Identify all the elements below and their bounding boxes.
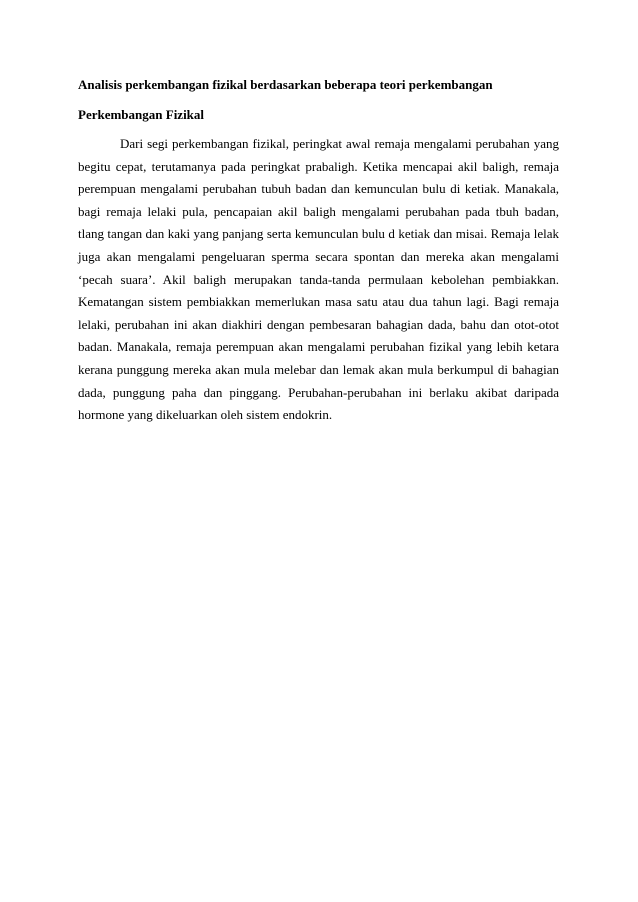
body-paragraph: Dari segi perkembangan fizikal, peringkat awal remaja mengalami perubahan yang begitu cepat, terutamanya pada peringkat prabaligh. Ketika mencapai akil baligh, remaja perempuan mengalami perubahan tubuh badan dan kemunculan bulu di ketiak. Manakala, bagi remaja lelaki pula, pencapaian akil baligh mengalami perubahan pada tbuh badan, tlang tangan dan kaki yang panjang serta kemunculan bulu d ketiak dan misai. Remaja lelak juga akan mengalami pengeluaran sperma secara spontan dan mereka akan mengalami ‘pecah suara’. Akil baligh merupakan tanda-tanda permulaan kebolehan pembiakkan. Kematangan sistem pembiakkan memerlukan masa satu atau dua tahun lagi. Bagi remaja lelaki, perubahan ini akan diakhiri dengan pembesaran bahagian dada, bahu dan otot-otot badan. Manakala, remaja perempuan akan mengalami perubahan fizikal yang lebih ketara kerana punggung mereka akan mula melebar dan lemak akan mula berkumpul di bahagian dada, punggung paha dan pinggang. Perubahan-perubahan ini berlaku akibat daripada hormone yang dikeluarkan oleh sistem endokrin.	[78, 136, 559, 423]
section-heading: Perkembangan Fizikal	[78, 107, 205, 122]
document-title: Analisis perkembangan fizikal berdasarkan beberapa teori perkembangan	[78, 77, 493, 92]
